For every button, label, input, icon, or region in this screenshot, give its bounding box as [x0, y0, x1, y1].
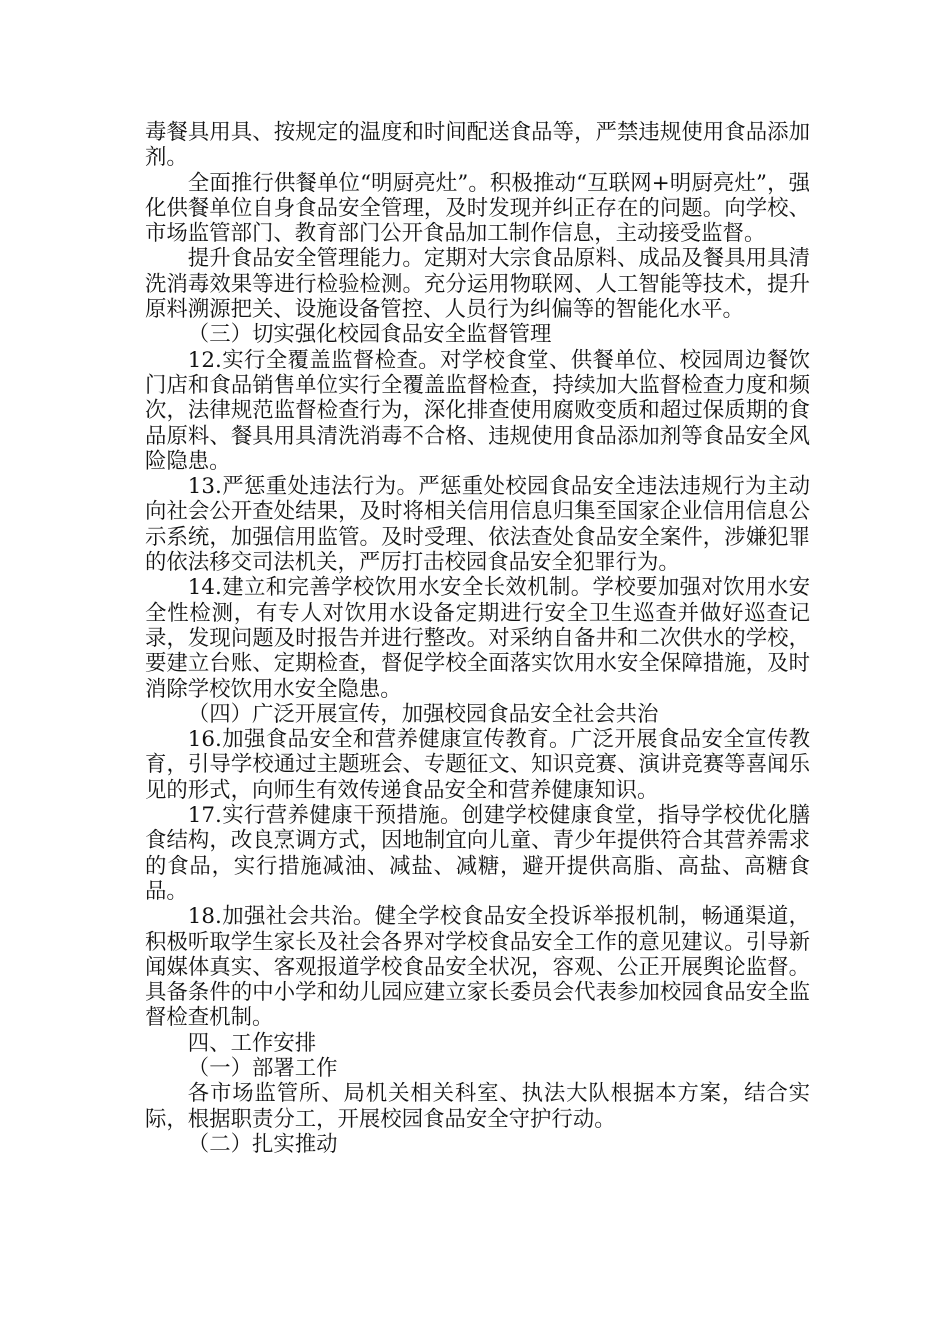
- subheading-solid-progress: （二）扎实推动: [187, 1131, 338, 1157]
- section-heading-3: （三）切实强化校园食品安全监督管理: [187, 322, 552, 348]
- paragraph-management-capacity: 提升食品安全管理能力。定期对大宗食品原料、成品及餐具用具清洗消毒效果等进行检验检测。充分运用物联网、人工智能等技术，提升原料溯源把关、设施设备管控、人员行为纠偏等的智能化水平。: [145, 246, 810, 323]
- chapter-heading-work-arrangement: 四、工作安排: [187, 1030, 317, 1056]
- paragraph-item-16: 16.加强食品安全和营养健康宣传教育。广泛开展食品安全宣传教育，引导学校通过主题班会、专题征文、知识竞赛、演讲竞赛等喜闻乐见的形式，向师生有效传递食品安全和营养健康知识。: [145, 727, 810, 803]
- paragraph-continuation: 毒餐具用具、按规定的温度和时间配送食品等，严禁违规使用食品添加剂。: [145, 120, 810, 171]
- paragraph-item-17: 17.实行营养健康干预措施。创建学校健康食堂，指导学校优化膳食结构，改良烹调方式，因地制宜向儿童、青少年提供符合其营养需求的食品，实行措施减油、减盐、减糖，避开提供高脂、高盐、高糖食品。: [145, 803, 810, 904]
- paragraph-mingchu-liangzao: 全面推行供餐单位“明厨亮灶”。积极推动“互联网+明厨亮灶”，强化供餐单位自身食品安全管理，及时发现并纠正存在的问题。向学校、市场监管部门、教育部门公开食品加工制作信息，主动接受监督。: [145, 170, 810, 247]
- paragraph-item-18: 18.加强社会共治。健全学校食品安全投诉举报机制，畅通渠道，积极听取学生家长及社会各界对学校食品安全工作的意见建议。引导新闻媒体真实、客观报道学校食品安全状况，容观、公正开展舆论监督。具备条件的中小学和幼儿园应建立家长委员会代表参加校园食品安全监督检查机制。: [145, 904, 810, 1031]
- subheading-deploy-work: （一）部署工作: [187, 1055, 338, 1081]
- paragraph-item-14: 14.建立和完善学校饮用水安全长效机制。学校要加强对饮用水安全性检测，有专人对饮用水设备定期进行安全卫生巡查并做好巡查记录，发现问题及时报告并进行整改。对采纳自备井和二次供水的学校，要建立台账、定期检查，督促学校全面落实饮用水安全保障措施，及时消除学校饮用水安全隐患。: [145, 575, 810, 702]
- section-heading-4: （四）广泛开展宣传，加强校园食品安全社会共治: [187, 701, 659, 727]
- paragraph-item-12: 12.实行全覆盖监督检查。对学校食堂、供餐单位、校园周边餐饮门店和食品销售单位实行全覆盖监督检查，持续加大监督检查力度和频次，法律规范监督检查行为，深化排查使用腐败变质和超过保质期的食品原料、餐具用具清洗消毒不合格、违规使用食品添加剂等食品安全风险隐患。: [145, 347, 810, 474]
- document-body: [145, 120, 810, 1157]
- paragraph-item-13: 13.严惩重处违法行为。严惩重处校园食品安全违法违规行为主动向社会公开查处结果，及时将相关信用信息归集至国家企业信用信息公示系统，加强信用监管。及时受理、依法查处食品安全案件，涉嫌犯罪的依法移交司法机关，严厉打击校园食品安全犯罪行为。: [145, 474, 810, 576]
- paragraph-deploy-details: 各市场监管所、局机关相关科室、执法大队根据本方案，结合实际，根据职责分工，开展校园食品安全守护行动。: [145, 1081, 810, 1132]
